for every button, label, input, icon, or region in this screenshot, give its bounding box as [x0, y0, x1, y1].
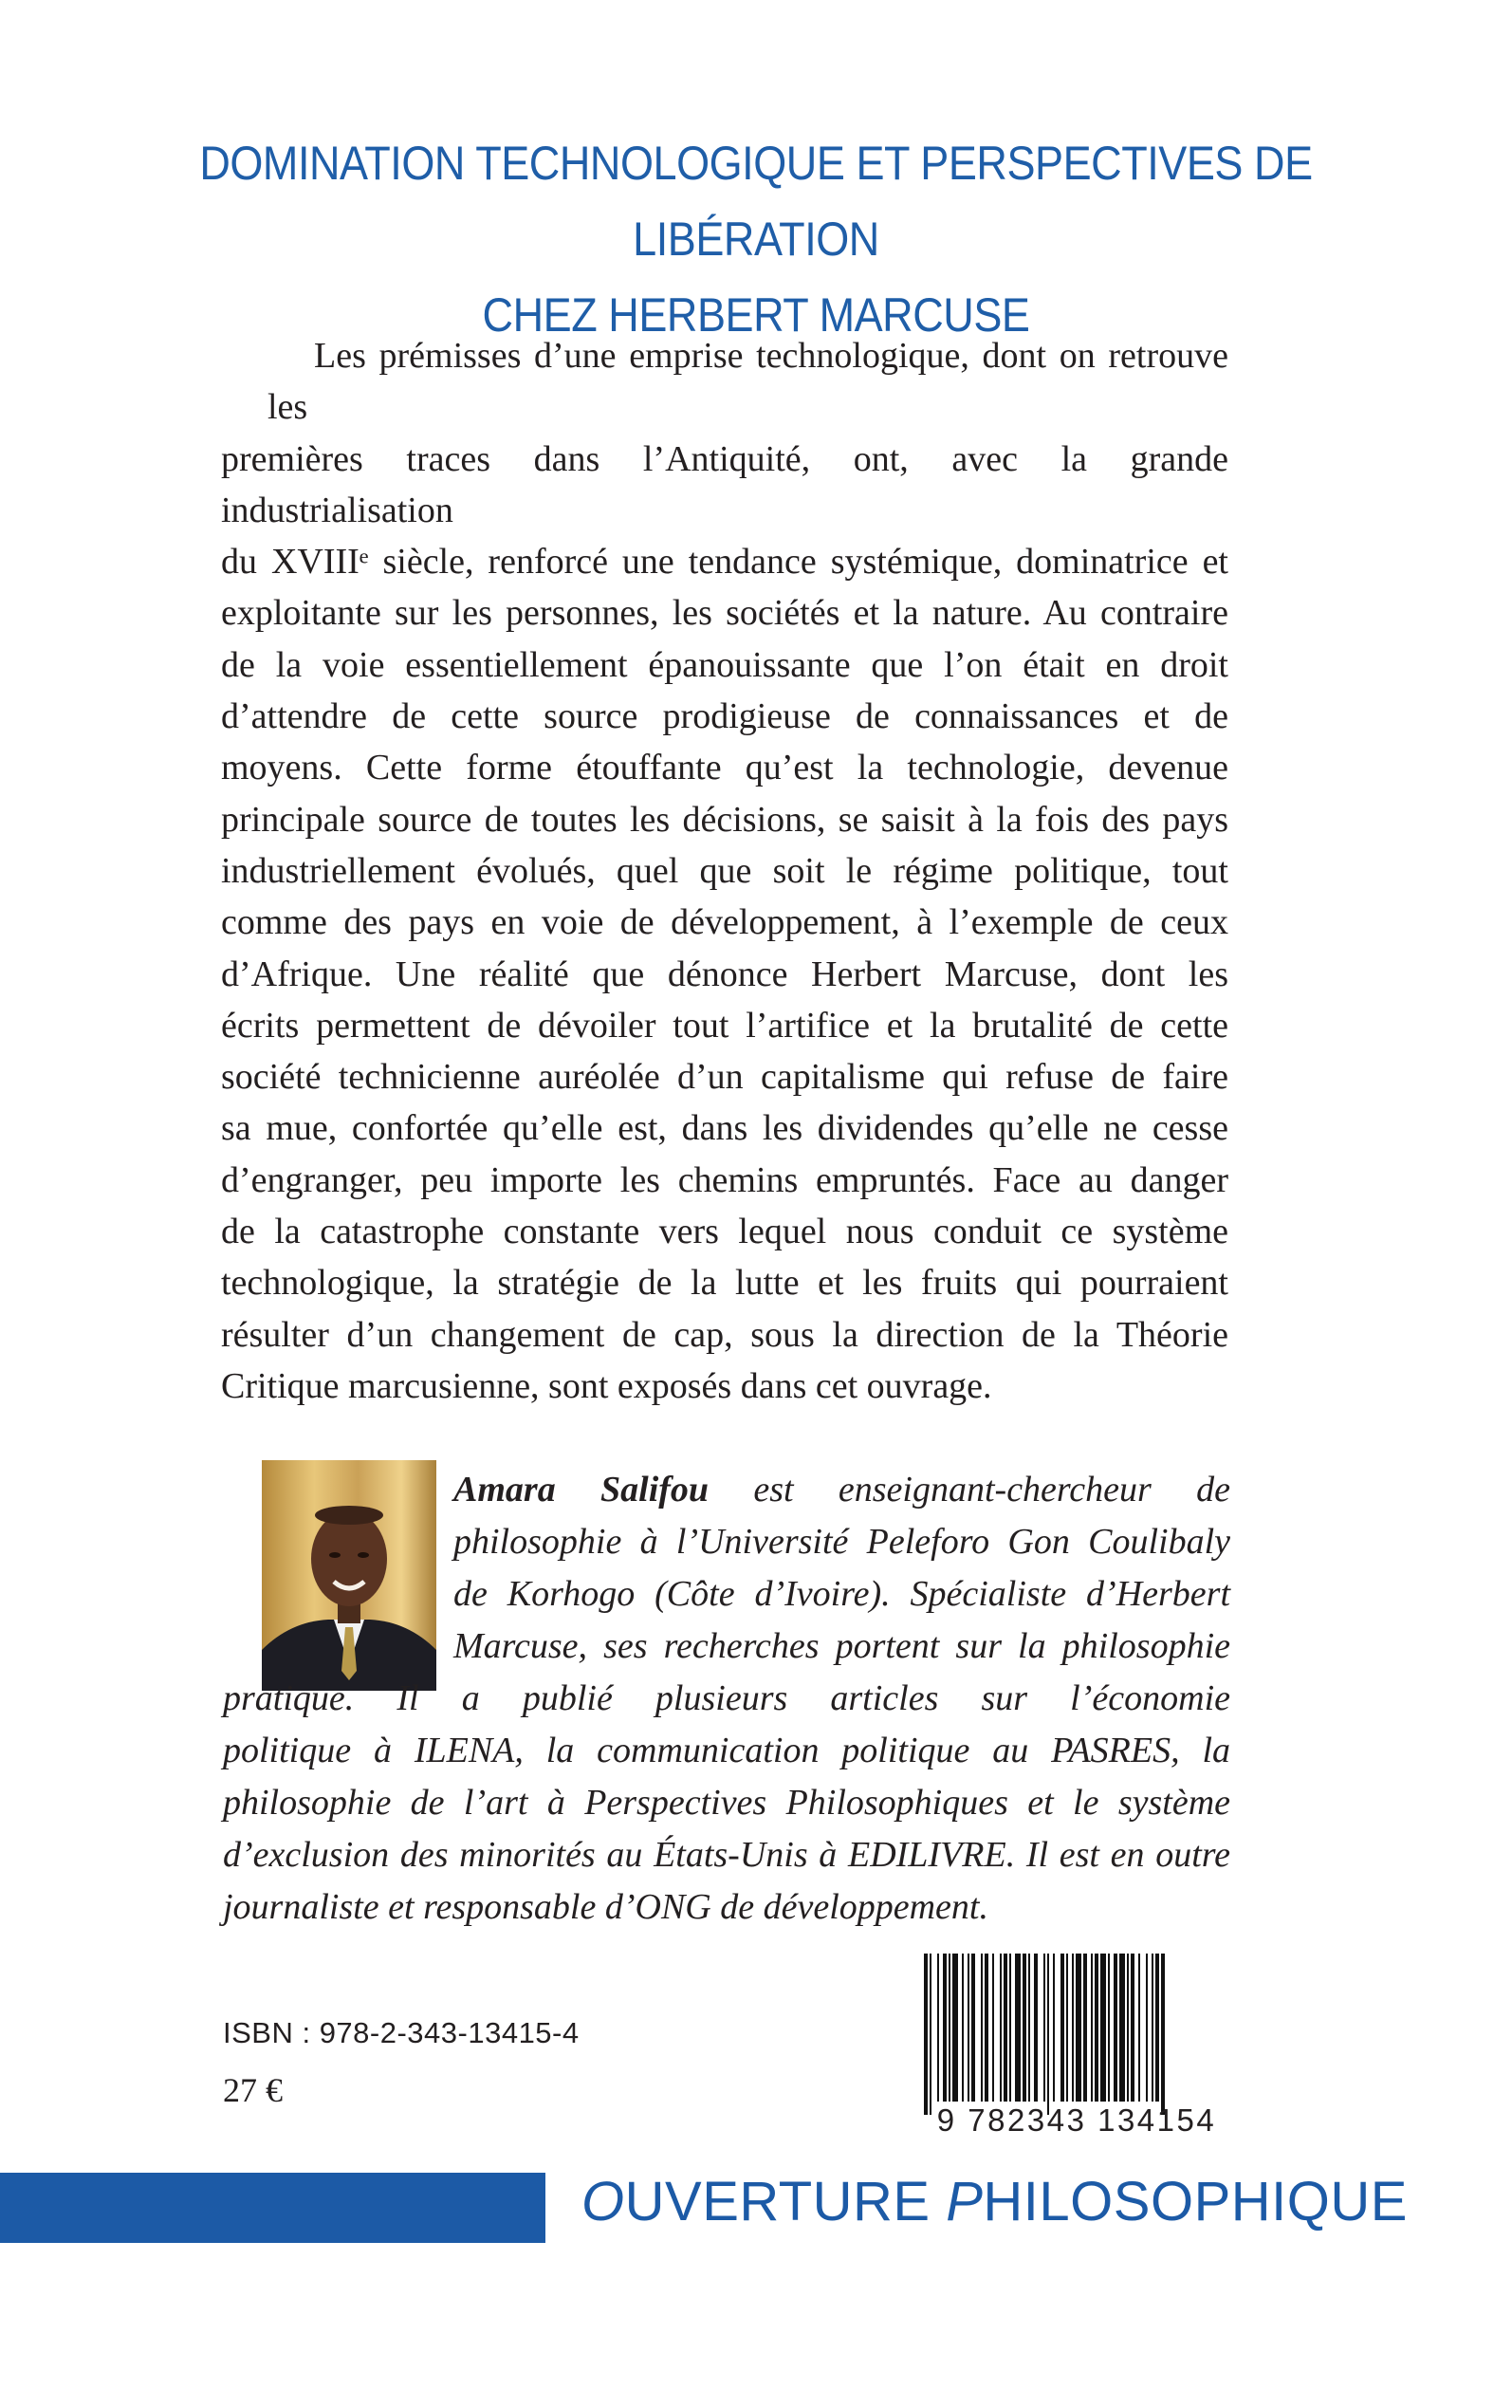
summary-line: du XVIIIᵉ siècle, renforcé une tendance systémique, dominatrice et: [221, 542, 1228, 583]
barcode-bar: [924, 1954, 928, 2115]
barcode-bar: [1146, 1954, 1148, 2102]
barcode-bar: [1023, 1954, 1026, 2102]
barcode-bar: [985, 1954, 988, 2102]
barcode-bar: [1131, 1954, 1134, 2102]
barcode-bar: [992, 1954, 994, 2102]
summary-line: de la voie essentiellement épanouissante que l’on était en droit: [221, 644, 1228, 685]
bio-line: de Korhogo (Côte d’Ivoire). Spécialiste d’Herbert: [453, 1574, 1230, 1614]
book-title-line-2: CHEZ HERBERT MARCUSE: [482, 288, 1030, 342]
price-text: 27 €: [223, 2071, 283, 2109]
summary-line: d’attendre de cette source prodigieuse de connaissances et de: [221, 696, 1228, 737]
collection-initial-o: O: [581, 2171, 625, 2232]
isbn-text: ISBN : 978-2-343-13415-4: [223, 2016, 580, 2049]
summary-line: de la catastrophe constante vers lequel nous conduit ce système: [221, 1212, 1228, 1252]
bio-line: journaliste et responsable d’ONG de développement.: [223, 1887, 988, 1927]
barcode-bar: [1047, 1954, 1049, 2115]
barcode-bar: [1053, 1954, 1055, 2102]
barcode-bar: [971, 1954, 975, 2102]
collection-band: [0, 2173, 545, 2243]
barcode-bar: [1066, 1954, 1068, 2102]
barcode-number: 9 782343 134154: [936, 2102, 1217, 2138]
barcode-bar: [1095, 1954, 1098, 2102]
bio-line: pratique. Il a publié plusieurs articles sur l’économie: [223, 1678, 1230, 1718]
summary-line: premières traces dans l’Antiquité, ont, avec la grande industrialisation: [221, 438, 1228, 530]
barcode-bar: [1015, 1954, 1021, 2102]
barcode-bar: [1100, 1954, 1106, 2102]
barcode-bar: [1155, 1954, 1159, 2102]
barcode-bar: [962, 1954, 964, 2102]
summary-line: résulter d’un changement de cap, sous la direction de la Théorie: [221, 1314, 1228, 1355]
barcode-bar: [1161, 1954, 1165, 2115]
book-title: [57, 125, 1455, 353]
summary-line: d’Afrique. Une réalité que dénonce Herbert Marcuse, dont les: [221, 954, 1228, 994]
summary-line: société technicienne auréolée d’un capitalisme qui refuse de faire: [221, 1057, 1228, 1098]
summary-line: industriellement évolués, quel que soit le régime politique, tout: [221, 850, 1228, 891]
barcode-bar: [1127, 1954, 1129, 2102]
barcode-bar: [1034, 1954, 1038, 2102]
barcode-bar: [1072, 1954, 1074, 2102]
barcode-bar: [1138, 1954, 1140, 2102]
collection-word-2: HILOSOPHIQUE: [983, 2171, 1408, 2232]
summary-text: [221, 330, 1228, 1412]
barcode-bar: [1009, 1954, 1011, 2102]
collection-name: [581, 2170, 1408, 2233]
summary-line: comme des pays en voie de développement, à l’exemple de ceux: [221, 902, 1228, 943]
barcode-bar: [1000, 1954, 1002, 2102]
summary-line: sa mue, confortée qu’elle est, dans les dividendes qu’elle ne cesse: [221, 1108, 1228, 1149]
summary-line: principale source de toutes les décisions, se saisit à la fois des pays: [221, 799, 1228, 840]
barcode-bar: [1004, 1954, 1007, 2102]
summary-line: technologique, la stratégie de la lutte et les fruits qui pourraient: [221, 1263, 1228, 1304]
barcode-bar: [949, 1954, 950, 2102]
summary-line: exploitante sur les personnes, les sociétés et la nature. Au contraire: [221, 593, 1228, 634]
bio-line: d’exclusion des minorités au États-Unis à EDILIVRE. Il est en outre: [223, 1835, 1230, 1875]
barcode-bar: [1108, 1954, 1110, 2102]
summary-line: moyens. Cette forme étouffante qu’est la technologie, devenue: [221, 748, 1228, 788]
barcode-bar: [1043, 1954, 1045, 2102]
barcode-bar: [952, 1954, 958, 2102]
bio-line: [223, 1464, 1230, 1516]
bio-line: Marcuse, ses recherches portent sur la philosophie: [453, 1626, 1230, 1666]
bio-line: politique à ILENA, la communication politique au PASRES, la: [223, 1731, 1230, 1770]
barcode-bar: [1114, 1954, 1117, 2102]
summary-line: Les prémisses d’une emprise technologique, dont on retrouve les: [267, 336, 1228, 428]
summary-line: écrits permettent de dévoiler tout l’artifice et la brutalité de cette: [221, 1005, 1228, 1046]
author-name: Amara Salifou: [453, 1470, 710, 1510]
barcode-bar: [1119, 1954, 1125, 2102]
barcode-bar: [1076, 1954, 1081, 2102]
collection-word-1: UVERTURE: [624, 2171, 947, 2232]
barcode-bar: [1060, 1954, 1064, 2102]
barcode-bar: [981, 1954, 983, 2102]
barcode-bar: [930, 1954, 931, 2115]
bio-line-1-rest: est enseignant-chercheur de: [753, 1470, 1231, 1510]
barcode-bar: [1152, 1954, 1153, 2102]
barcode-bar: [1083, 1954, 1087, 2102]
barcode-bar: [968, 1954, 969, 2102]
summary-line: Critique marcusienne, sont exposés dans cet ouvrage.: [221, 1365, 992, 1406]
barcode-bar: [937, 1954, 939, 2102]
author-bio: [223, 1464, 1230, 1934]
collection-initial-p: P: [946, 2171, 984, 2232]
barcode-bar: [943, 1954, 947, 2102]
summary-line: d’engranger, peu importe les chemins empruntés. Face au danger: [221, 1159, 1228, 1200]
bio-line: philosophie à l’Université Peleforo Gon Coulibaly: [453, 1522, 1230, 1562]
barcode-bar: [1028, 1954, 1030, 2102]
book-title-line-1: DOMINATION TECHNOLOGIQUE ET PERSPECTIVES DE LIBÉRATION: [199, 137, 1313, 266]
bio-line: philosophie de l’art à Perspectives Philosophiques et le système: [223, 1783, 1230, 1823]
barcode-bar: [1091, 1954, 1093, 2102]
